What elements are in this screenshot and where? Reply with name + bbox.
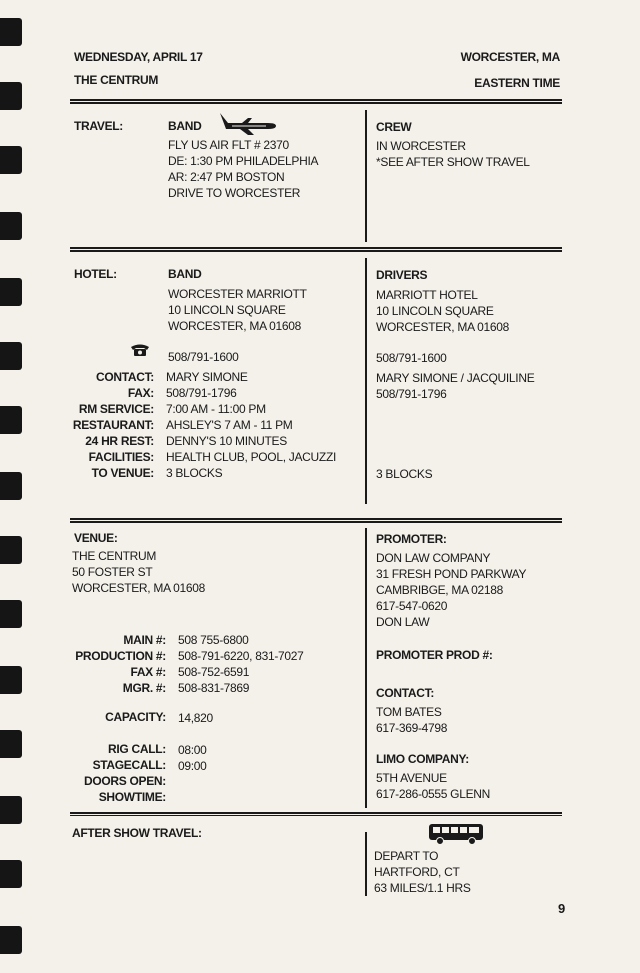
- travel-crew-heading: CREW: [376, 120, 412, 134]
- schedule-label: DOORS OPEN:: [83, 774, 166, 788]
- travel-crew-line: IN WORCESTER: [376, 139, 466, 153]
- drivers-to-venue: 3 BLOCKS: [376, 467, 433, 481]
- drivers-address-line: 10 LINCOLN SQUARE: [376, 304, 494, 318]
- hotel-phone: 508/791-1600: [168, 350, 239, 364]
- limo-label: LIMO COMPANY:: [376, 752, 469, 766]
- promoter-line: DON LAW: [376, 615, 430, 629]
- binding-hole: [0, 600, 22, 628]
- column-divider: [365, 528, 367, 808]
- binding-hole: [0, 860, 22, 888]
- hotel-field-label: TO VENUE:: [91, 466, 154, 480]
- binding-hole: [0, 666, 22, 694]
- travel-band-line: AR: 2:47 PM BOSTON: [168, 170, 285, 184]
- venue-field-label: MAIN #:: [123, 633, 166, 647]
- binding-hole: [0, 472, 22, 500]
- promoter-label: PROMOTER:: [376, 532, 447, 546]
- binding-hole: [0, 18, 22, 46]
- spiral-binding: [0, 0, 30, 973]
- travel-label: TRAVEL:: [74, 119, 124, 133]
- header-city: WORCESTER, MA: [460, 50, 560, 64]
- header-timezone: EASTERN TIME: [474, 76, 560, 90]
- hotel-field-label: RESTAURANT:: [72, 418, 154, 432]
- airplane-icon: [218, 111, 280, 135]
- after-show-line: HARTFORD, CT: [374, 865, 460, 879]
- binding-hole: [0, 146, 22, 174]
- binding-hole: [0, 278, 22, 306]
- after-show-line: 63 MILES/1.1 HRS: [374, 881, 471, 895]
- hotel-address-line: WORCESTER, MA 01608: [168, 319, 302, 333]
- binding-hole: [0, 796, 22, 824]
- header-venue: THE CENTRUM: [74, 73, 159, 87]
- bus-icon: [428, 822, 484, 846]
- travel-band-line: DE: 1:30 PM PHILADELPHIA: [168, 154, 319, 168]
- drivers-heading: DRIVERS: [376, 268, 428, 282]
- section-divider: [70, 518, 562, 523]
- travel-crew-line: *SEE AFTER SHOW TRAVEL: [376, 155, 530, 169]
- capacity-label: CAPACITY:: [105, 710, 166, 724]
- hotel-field-value: MARY SIMONE: [166, 370, 248, 384]
- hotel-field-value: 3 BLOCKS: [166, 466, 223, 480]
- header-date: WEDNESDAY, APRIL 17: [74, 50, 203, 64]
- schedule-label: RIG CALL:: [108, 742, 166, 756]
- promoter-line: 617-547-0620: [376, 599, 448, 613]
- telephone-icon: [130, 343, 150, 357]
- promoter-line: 31 FRESH POND PARKWAY: [376, 567, 527, 581]
- venue-field-value: 508-791-6220, 831-7027: [178, 649, 304, 663]
- limo-line: 617-286-0555 GLENN: [376, 787, 491, 801]
- hotel-label: HOTEL:: [74, 267, 117, 281]
- hotel-field-label: 24 HR REST:: [85, 434, 154, 448]
- schedule-label: SHOWTIME:: [98, 790, 166, 804]
- hotel-field-label: RM SERVICE:: [78, 402, 154, 416]
- binding-hole: [0, 536, 22, 564]
- contact-line: TOM BATES: [376, 705, 442, 719]
- hotel-field-label: FACILITIES:: [88, 450, 154, 464]
- after-show-label: AFTER SHOW TRAVEL:: [72, 826, 202, 840]
- contact-label: CONTACT:: [376, 686, 435, 700]
- schedule-label: STAGECALL:: [92, 758, 166, 772]
- schedule-value: 09:00: [178, 759, 207, 773]
- travel-band-heading: BAND: [168, 119, 202, 133]
- hotel-field-label: CONTACT:: [95, 370, 154, 384]
- section-divider: [70, 99, 562, 104]
- drivers-contact: MARY SIMONE / JACQUILINE: [376, 371, 535, 385]
- after-show-line: DEPART TO: [374, 849, 439, 863]
- binding-hole: [0, 730, 22, 758]
- venue-address-line: THE CENTRUM: [72, 549, 157, 563]
- binding-hole: [0, 212, 22, 240]
- drivers-address-line: WORCESTER, MA 01608: [376, 320, 510, 334]
- venue-field-label: PRODUCTION #:: [75, 649, 166, 663]
- drivers-phone: 508/791-1600: [376, 351, 447, 365]
- binding-hole: [0, 82, 22, 110]
- promoter-prod-label: PROMOTER PROD #:: [376, 648, 493, 662]
- travel-band-line: FLY US AIR FLT # 2370: [168, 138, 289, 152]
- venue-field-label: FAX #:: [130, 665, 166, 679]
- venue-address-line: 50 FOSTER ST: [72, 565, 153, 579]
- venue-label: VENUE:: [74, 531, 118, 545]
- promoter-line: DON LAW COMPANY: [376, 551, 491, 565]
- limo-line: 5TH AVENUE: [376, 771, 447, 785]
- hotel-band-heading: BAND: [168, 267, 202, 281]
- hotel-field-value: HEALTH CLUB, POOL, JACUZZI: [166, 450, 337, 464]
- binding-hole: [0, 342, 22, 370]
- binding-hole: [0, 406, 22, 434]
- drivers-fax: 508/791-1796: [376, 387, 447, 401]
- hotel-field-value: 508/791-1796: [166, 386, 237, 400]
- binding-hole: [0, 926, 22, 954]
- promoter-line: CAMBRIBGE, MA 02188: [376, 583, 504, 597]
- hotel-address-line: WORCESTER MARRIOTT: [168, 287, 307, 301]
- schedule-value: 08:00: [178, 743, 207, 757]
- venue-field-label: MGR. #:: [122, 681, 166, 695]
- hotel-field-value: 7:00 AM - 11:00 PM: [166, 402, 266, 416]
- section-divider: [70, 812, 562, 816]
- capacity-value: 14,820: [178, 711, 213, 725]
- hotel-field-value: AHSLEY'S 7 AM - 11 PM: [166, 418, 293, 432]
- column-divider: [365, 258, 367, 504]
- section-divider: [70, 247, 562, 252]
- drivers-address-line: MARRIOTT HOTEL: [376, 288, 478, 302]
- hotel-field-label: FAX:: [127, 386, 154, 400]
- column-divider: [365, 832, 367, 896]
- contact-line: 617-369-4798: [376, 721, 448, 735]
- column-divider: [365, 110, 367, 242]
- page-number: 9: [558, 901, 565, 916]
- venue-field-value: 508 755-6800: [178, 633, 249, 647]
- travel-band-line: DRIVE TO WORCESTER: [168, 186, 301, 200]
- hotel-field-value: DENNY'S 10 MINUTES: [166, 434, 287, 448]
- venue-address-line: WORCESTER, MA 01608: [72, 581, 206, 595]
- venue-field-value: 508-752-6591: [178, 665, 250, 679]
- venue-field-value: 508-831-7869: [178, 681, 250, 695]
- hotel-address-line: 10 LINCOLN SQUARE: [168, 303, 286, 317]
